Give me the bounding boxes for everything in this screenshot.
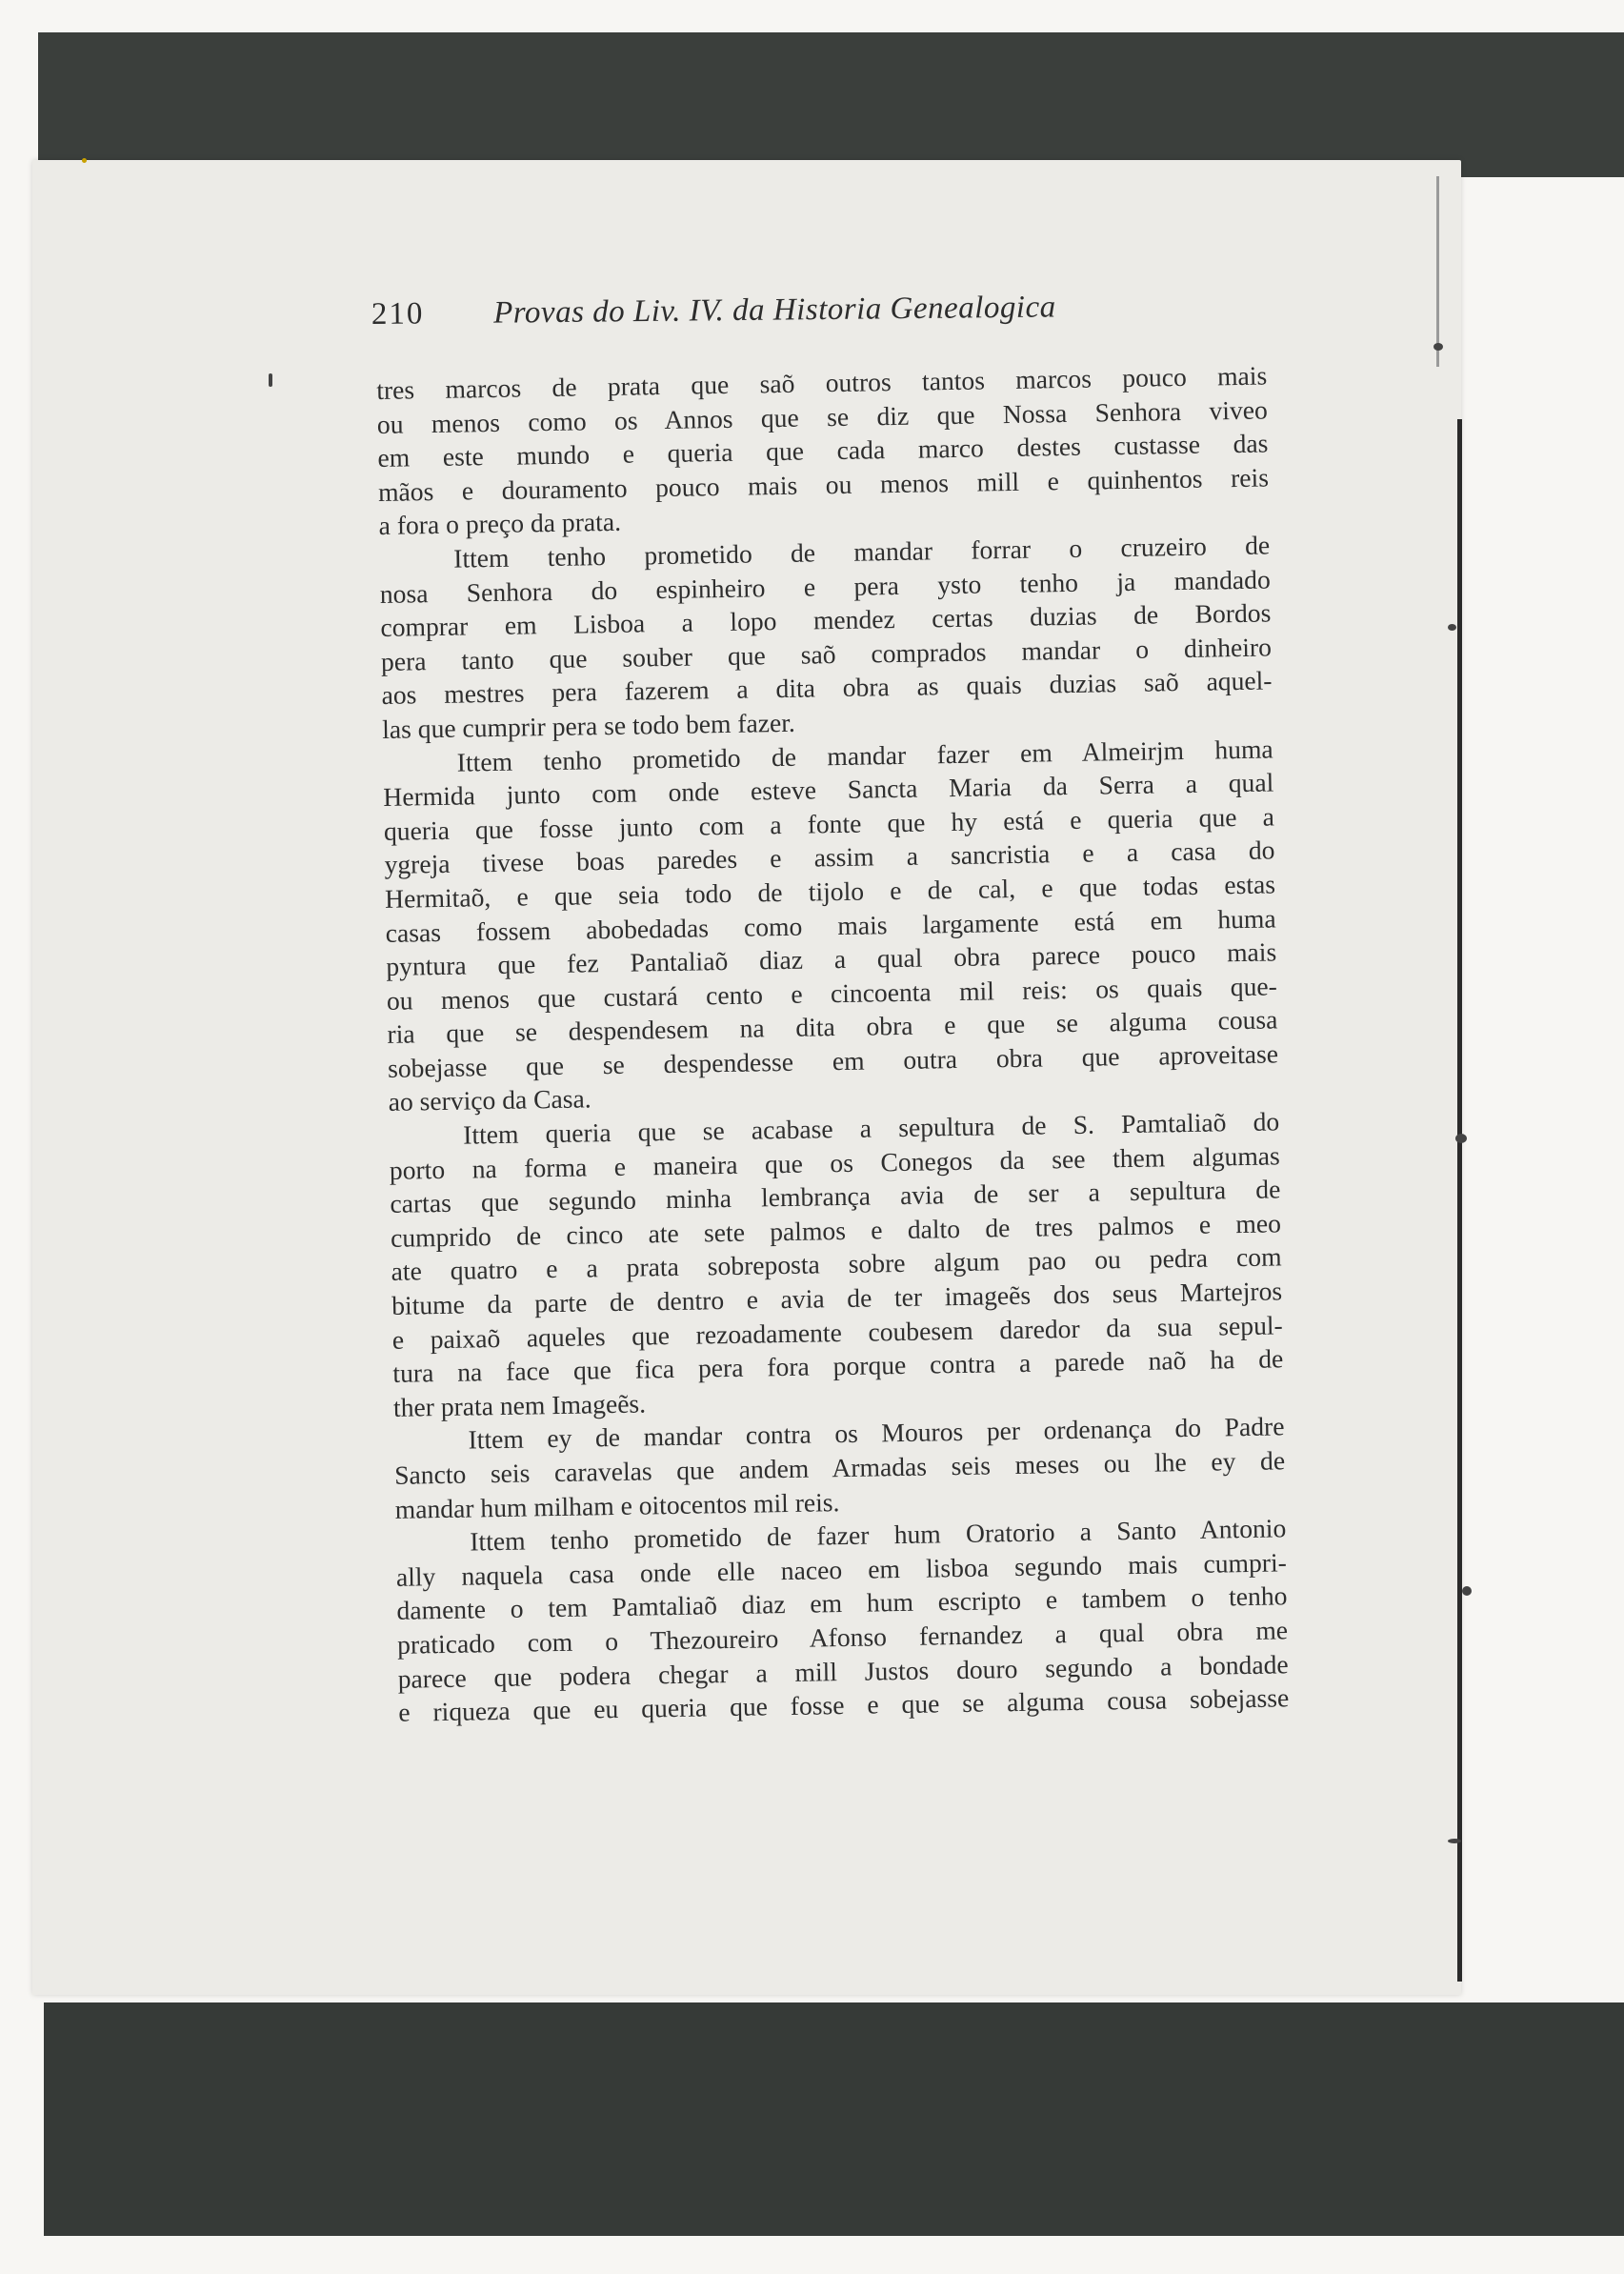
paragraph — [389, 1104, 1284, 1424]
text-line: ria que se despendesem na dita obra e que se alguma cousa — [387, 1004, 1278, 1050]
text-line: las que cumprir pera se todo bem fazer. — [381, 707, 796, 744]
dust-speck — [1448, 1839, 1461, 1843]
text-line: queria que fosse junto com a fonte que hy está e queria que a — [383, 801, 1275, 846]
text-line: damente o tem Pamtaliaõ diaz em hum escripto e tambem o tenho — [396, 1580, 1288, 1626]
dust-speck — [82, 158, 87, 163]
text-line: cartas que segundo minha lembrança avia de ser a sepultura de — [390, 1174, 1281, 1219]
text-line: Ittem tenho prometido de mandar forrar o cruzeiro de — [452, 530, 1271, 574]
text-line: pera tanto que souber que saõ comprados mandar o dinheiro — [380, 632, 1273, 676]
text-line: Hermitaõ, e que seia todo de tijolo e de cal, e que todas estas — [384, 869, 1276, 914]
text-line: ao serviço da Casa. — [388, 1083, 591, 1117]
text-line: Hermida junto com onde esteve Sancta Maria da Serra a qual — [383, 767, 1274, 813]
text-line: parece que podera chegar a mill Justos douro segundo a bondade — [397, 1648, 1289, 1694]
page-edge-line — [1457, 419, 1462, 1982]
paragraph — [393, 1410, 1286, 1526]
dust-speck — [1434, 343, 1443, 351]
text-line: ally naquela casa onde elle naceo em lisboa segundo mais cumpri- — [395, 1547, 1288, 1592]
text-line: Ittem tenho prometido de fazer hum Oratorio a Santo Antonio — [470, 1513, 1287, 1557]
scanner-band-top — [38, 32, 1624, 177]
text-line: aos mestres pera fazerem a dita obra as quais duzias saõ aquel- — [381, 665, 1273, 711]
dust-speck — [1455, 1134, 1467, 1143]
paragraph — [395, 1512, 1289, 1730]
dust-speck — [1462, 1586, 1472, 1596]
text-line: casas fossem abobedadas como mais largamente está em huma — [385, 902, 1276, 948]
paragraph — [382, 732, 1278, 1119]
dust-speck — [269, 373, 272, 387]
text-line: praticado com o Thezoureiro Afonso fernandez a qual obra me — [396, 1615, 1289, 1660]
text-line: e riqueza que eu queria que fosse e que se alguma cousa sobejasse — [398, 1682, 1290, 1727]
text-line: porto na forma e maneira que os Conegos da see them algumas — [389, 1140, 1280, 1185]
text-line: sobejasse que se despendesse em outra obra que aproveitase — [387, 1038, 1279, 1083]
text-line: mandar hum milham e oitocentos mil reis. — [394, 1486, 840, 1524]
text-line: Ittem tenho prometido de mandar fazer em Almeirjm huma — [456, 733, 1273, 777]
paragraph — [379, 528, 1273, 746]
text-line: cumprido de cinco ate sete palmos e dalto de tres palmos e meo — [390, 1208, 1282, 1253]
dust-speck — [1448, 624, 1456, 631]
text-line: ou menos que custará cento e cincoenta mil reis: os quais que- — [386, 971, 1278, 1016]
paragraph — [376, 358, 1270, 542]
page-number: 210 — [371, 296, 425, 332]
text-line: a fora o preço da prata. — [378, 507, 622, 541]
text-line: Ittem ey de mandar contra os Mouros per ordenança do Padre — [468, 1411, 1285, 1455]
text-line: em este mundo e queria que cada marco destes custasse das — [377, 428, 1269, 473]
page-edge-upper — [1436, 176, 1439, 367]
text-line: tres marcos de prata que saõ outros tantos marcos pouco mais — [376, 360, 1268, 405]
text-line: nosa Senhora do espinheiro e pera ysto tenho ja mandado — [379, 564, 1271, 609]
text-line: tura na face que fica pera fora porque contra a parede naõ ha de — [392, 1343, 1284, 1389]
text-line: comprar em Lisboa a lopo mendez certas duzias de Bordos — [380, 597, 1272, 643]
body-text — [376, 358, 1289, 1729]
text-line: e paixaõ aqueles que rezoadamente coubesem daredor da sua sepul- — [391, 1309, 1283, 1355]
running-title: Provas do Liv. IV. da Historia Genealogica — [492, 290, 1056, 331]
text-line: ou menos como os Annos que se diz que Nossa Senhora viveo — [376, 394, 1269, 439]
text-line: Ittem queria que se acabase a sepultura de S. Pamtaliaõ do — [463, 1106, 1280, 1150]
text-line: mãos e douramento pouco mais ou menos mill e quinhentos reis — [377, 462, 1270, 507]
scanner-band-bottom — [44, 2002, 1624, 2236]
text-line: Sancto seis caravelas que andem Armadas seis meses ou lhe ey de — [393, 1445, 1286, 1490]
text-line: pyntura que fez Pantaliaõ diaz a qual obra parece pouco mais — [386, 936, 1277, 982]
text-line: bitume da parte de dentro e avia de ter imageẽs dos seus Martejros — [391, 1276, 1283, 1320]
text-line: ate quatro e a prata sobreposta sobre algum pao ou pedra com — [391, 1241, 1282, 1287]
running-header — [371, 289, 1191, 345]
text-line: ther prata nem Imageẽs. — [392, 1388, 647, 1422]
text-line: ygreja tivese boas paredes e assim a sancristia e a casa do — [384, 835, 1275, 880]
